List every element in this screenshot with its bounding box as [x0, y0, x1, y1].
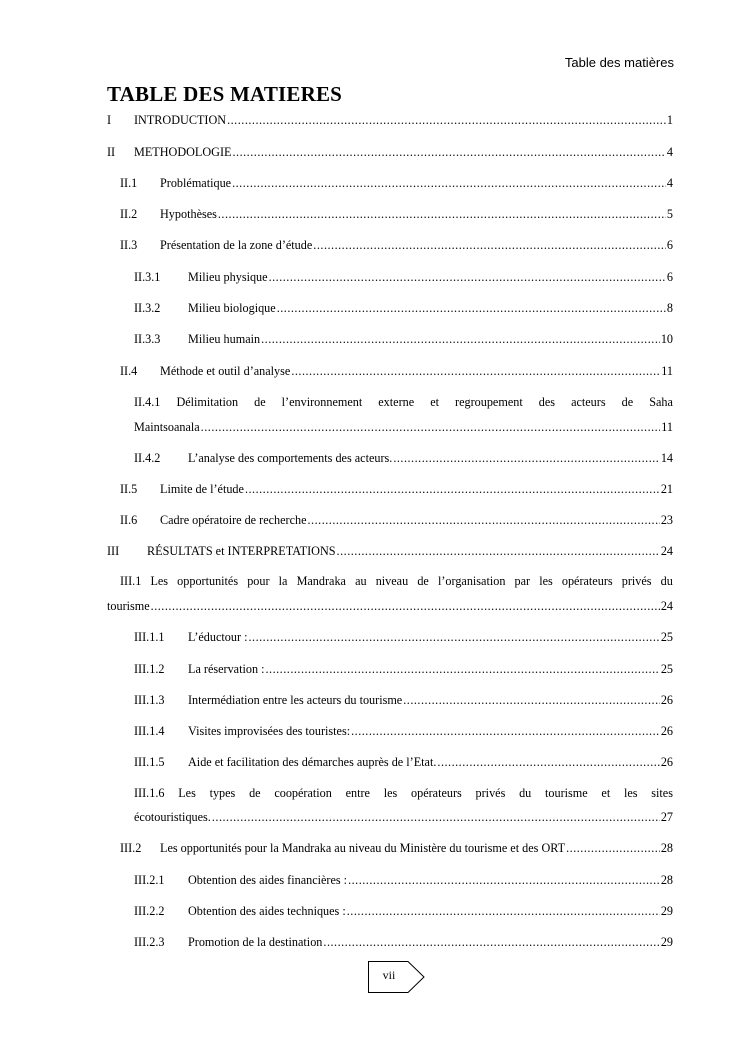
toc-entry-label: Visites improvisées des touristes:	[188, 724, 351, 738]
toc-entry-word: opérateurs	[411, 786, 462, 800]
toc-entry-word: de	[249, 786, 261, 800]
toc-entry-page: 26	[660, 755, 673, 769]
page-number: vii	[382, 968, 396, 982]
toc-entry-number: I	[107, 113, 112, 127]
toc-entry-word: opportunités	[177, 574, 239, 588]
toc-entry-page: 6	[666, 238, 673, 252]
dot-leader	[291, 364, 660, 379]
toc-entry-label: L’analyse des comportements des acteurs.	[188, 451, 393, 465]
dot-leader	[265, 662, 659, 677]
toc-entry-number: II.3.3	[134, 332, 161, 346]
toc-entry-page: 29	[660, 904, 673, 918]
toc-entry-label-cont: écotouristiques.	[134, 810, 211, 824]
toc-entry-number: II.4.2	[134, 451, 161, 465]
toc-entry-label: Aide et facilitation des démarches auprès de l’Etat.	[188, 755, 437, 769]
dot-leader	[313, 238, 666, 253]
toc-entry-label: Obtention des aides techniques :	[188, 904, 346, 918]
dot-leader	[403, 693, 660, 708]
toc-entry-page: 10	[660, 332, 673, 346]
dot-leader	[212, 810, 660, 825]
toc-entry-number: III.1.6	[134, 786, 165, 800]
dot-leader	[437, 755, 659, 770]
running-header: Table des matières	[564, 55, 674, 70]
toc-entry-word: des	[538, 395, 556, 409]
toc-entry-word: et	[601, 786, 611, 800]
toc-entry-page: 14	[660, 451, 673, 465]
toc-entry-label: METHODOLOGIE	[134, 145, 232, 159]
dot-leader	[248, 630, 659, 645]
toc-entry-word: pour	[247, 574, 270, 588]
toc-entry-word: sites	[651, 786, 673, 800]
toc-entry-number: III.2.3	[134, 935, 165, 949]
toc-entry-word: les	[539, 574, 553, 588]
toc-entry-word: opérateurs	[561, 574, 613, 588]
toc-entry-word: entre	[345, 786, 370, 800]
dot-leader	[269, 270, 666, 285]
toc-entry-number: III.1.4	[134, 724, 165, 738]
toc-entry-word: l’environnement	[281, 395, 363, 409]
dot-leader	[232, 145, 665, 160]
toc-entry-word: tourisme	[545, 786, 588, 800]
dot-leader	[201, 420, 661, 435]
toc-entry-page: 11	[661, 364, 673, 378]
dot-leader	[261, 332, 660, 347]
toc-entry-line1	[134, 786, 673, 801]
dot-leader	[323, 935, 659, 950]
toc-entry-label: La réservation :	[188, 662, 265, 676]
toc-entry-number: III.1.3	[134, 693, 165, 707]
toc-entry-label: Présentation de la zone d’étude	[160, 238, 313, 252]
toc-entry-word: acteurs	[571, 395, 606, 409]
dot-leader	[308, 513, 660, 528]
toc-entry-number: III.1.5	[134, 755, 165, 769]
toc-entry-number: II.2	[120, 207, 138, 221]
toc-entry-word: coopération	[274, 786, 332, 800]
toc-entry-label: Intermédiation entre les acteurs du tourisme	[188, 693, 403, 707]
toc-entry-page: 26	[660, 724, 673, 738]
toc-entry-page: 4	[666, 176, 673, 190]
toc-entry-number: II.4	[120, 364, 138, 378]
toc-entry-page: 23	[660, 513, 673, 527]
page-number-badge	[368, 961, 410, 991]
toc-entry-label: Cadre opératoire de recherche	[160, 513, 307, 527]
toc-entry-page: 6	[666, 270, 673, 284]
toc-entry-page: 5	[666, 207, 673, 221]
toc-entry-word: au	[355, 574, 367, 588]
toc-entry-label: Hypothèses	[160, 207, 217, 221]
toc-entry-label: Milieu physique	[188, 270, 268, 284]
toc-entry-word: de	[254, 395, 266, 409]
toc-entry-label: INTRODUCTION	[134, 113, 227, 127]
toc-entry-word: Saha	[649, 395, 673, 409]
toc-entry-word: par	[514, 574, 531, 588]
toc-entry-line1	[120, 574, 673, 589]
toc-entry-page: 24	[660, 544, 673, 558]
toc-entry-number: II.4.1	[134, 395, 161, 409]
toc-entry-label: Les opportunités pour la Mandraka au niveau du Ministère du tourisme et des ORT	[160, 841, 566, 855]
toc-entry-page: 8	[666, 301, 673, 315]
toc-entry-page: 11	[661, 420, 673, 434]
toc-entry-word: les	[623, 786, 638, 800]
toc-entry-number: II.3.2	[134, 301, 161, 315]
dot-leader	[277, 301, 666, 316]
toc-entry-page: 29	[660, 935, 673, 949]
dot-leader	[351, 724, 660, 739]
toc-entry-word: du	[660, 574, 673, 588]
toc-entry-label: L’éductour :	[188, 630, 248, 644]
toc-entry-word: de	[417, 574, 429, 588]
toc-entry-word: Les	[150, 574, 169, 588]
toc-entry-number: II.5	[120, 482, 138, 496]
toc-entry-label: Obtention des aides financières :	[188, 873, 348, 887]
toc-entry-label: Milieu biologique	[188, 301, 276, 315]
toc-entry-line1	[134, 395, 673, 410]
toc-entry-word: regroupement	[455, 395, 523, 409]
toc-entry-label-cont: Maintsoanala	[134, 420, 200, 434]
toc-entry-word: Mandraka	[296, 574, 346, 588]
dot-leader	[232, 176, 666, 191]
toc-entry-word: du	[519, 786, 532, 800]
toc-entry-page: 26	[660, 693, 673, 707]
toc-entry-number: III.2.1	[134, 873, 165, 887]
dot-leader	[347, 904, 660, 919]
toc-entry-word: l’organisation	[437, 574, 506, 588]
toc-entry-number: III	[107, 544, 120, 558]
toc-entry-label: RÉSULTATS et INTERPRETATIONS	[147, 544, 336, 558]
toc-entry-number: II	[107, 145, 116, 159]
toc-entry-number: III.1	[120, 574, 142, 588]
toc-entry-number: III.2	[120, 841, 142, 855]
dot-leader	[245, 482, 660, 497]
dot-leader	[151, 599, 660, 614]
toc-entry-label: Promotion de la destination	[188, 935, 323, 949]
toc-entry-word: la	[278, 574, 288, 588]
toc-entry-word: Délimitation	[176, 395, 239, 409]
toc-entry-label: Milieu humain	[188, 332, 261, 346]
toc-entry-number: III.1.2	[134, 662, 165, 676]
toc-entry-label: Problématique	[160, 176, 232, 190]
toc-entry-label: Méthode et outil d’analyse	[160, 364, 291, 378]
toc-entry-number: III.1.1	[134, 630, 165, 644]
toc-entry-page: 1	[666, 113, 673, 127]
toc-entry-page: 21	[660, 482, 673, 496]
toc-entry-word: privés	[621, 574, 652, 588]
dot-leader	[227, 113, 666, 128]
dot-leader	[566, 841, 660, 856]
toc-entry-page: 25	[660, 630, 673, 644]
toc-entry-word: privés	[475, 786, 506, 800]
toc-entry-page: 27	[660, 810, 673, 824]
toc-entry-word: externe	[378, 395, 415, 409]
toc-entry-number: II.6	[120, 513, 138, 527]
dot-leader	[218, 207, 666, 222]
toc-entry-page: 28	[660, 841, 673, 855]
toc-entry-page: 25	[660, 662, 673, 676]
toc-entry-page: 4	[666, 145, 673, 159]
toc-entry-number: II.3	[120, 238, 138, 252]
toc-entry-word: Les	[178, 786, 196, 800]
toc-entry-number: II.1	[120, 176, 138, 190]
toc-entry-word: les	[383, 786, 398, 800]
toc-entry-label-cont: tourisme	[107, 599, 150, 613]
dot-leader	[337, 544, 660, 559]
toc-entry-page: 24	[660, 599, 673, 613]
toc-entry-word: et	[430, 395, 439, 409]
toc-entry-number: II.3.1	[134, 270, 161, 284]
toc-entry-word: de	[621, 395, 634, 409]
toc-entry-page: 28	[660, 873, 673, 887]
toc-entry-number: III.2.2	[134, 904, 165, 918]
dot-leader	[348, 873, 660, 888]
dot-leader	[393, 451, 660, 466]
toc-entry-word: types	[209, 786, 236, 800]
toc-entry-label: Limite de l’étude	[160, 482, 244, 496]
toc-entry-word: niveau	[375, 574, 409, 588]
page-title: TABLE DES MATIERES	[107, 82, 343, 106]
